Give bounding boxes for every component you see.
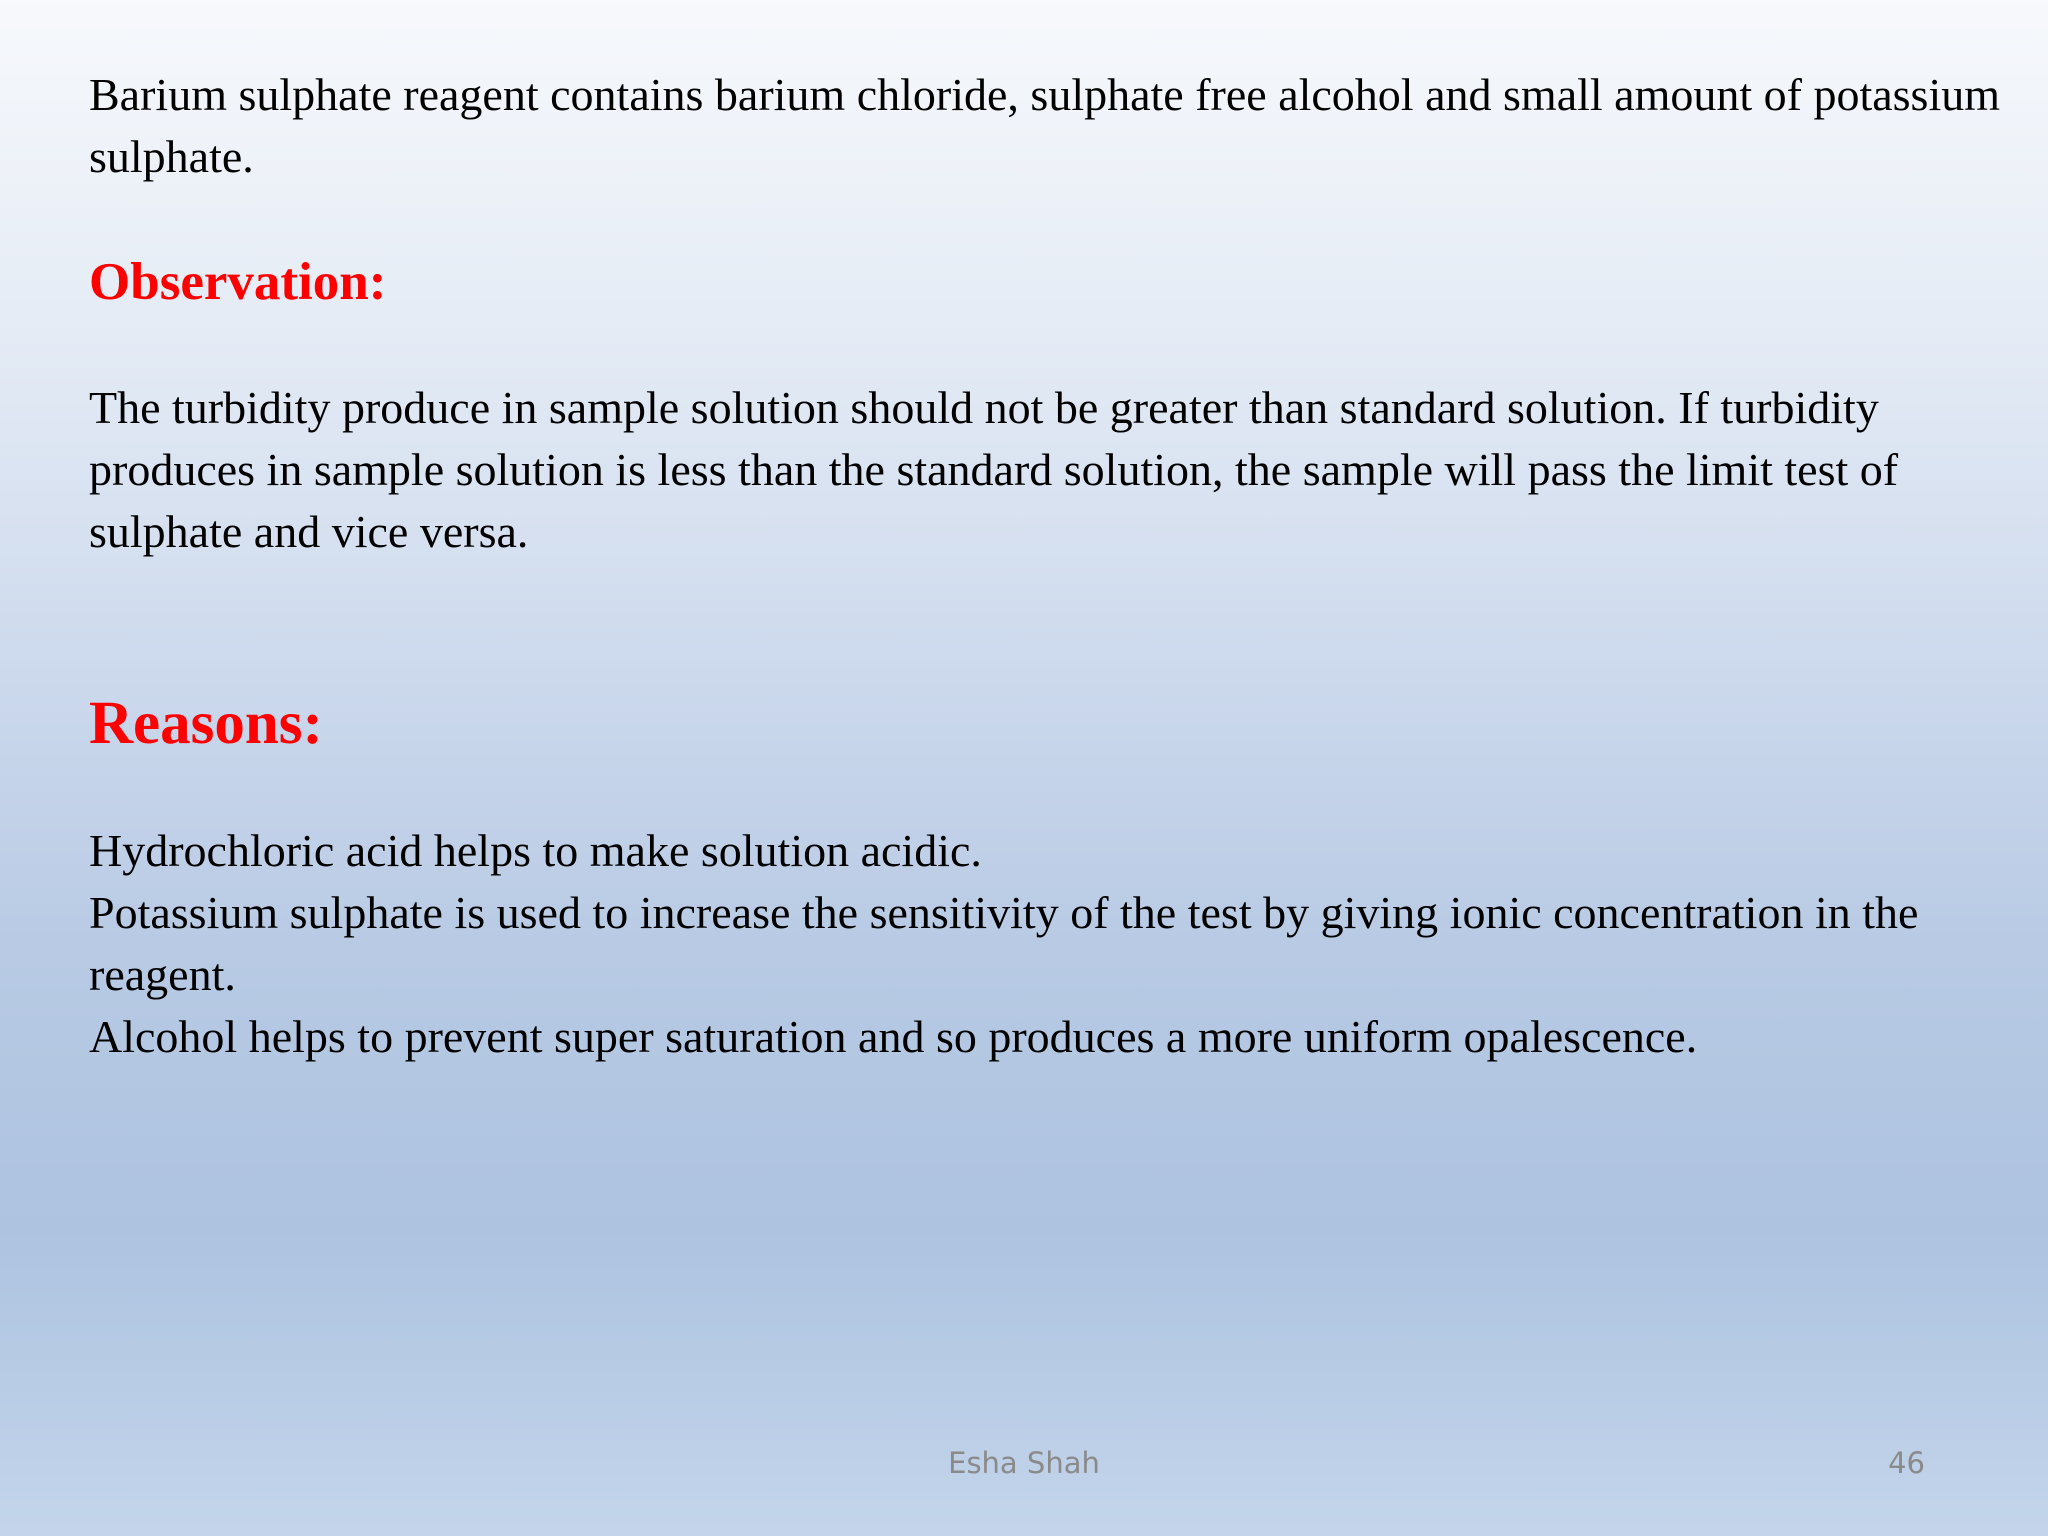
reason-item-potassium-sulphate: Potassium sulphate is used to increase the sensitivity of the test by giving ionic concentration in the reagent. — [89, 887, 1919, 1000]
intro-text: Barium sulphate reagent contains barium chloride, sulphate free alcohol and small amount of potassium sulphate. — [89, 69, 2001, 182]
reason-item-alcohol: Alcohol helps to prevent super saturation and so produces a more uniform opalescence. — [89, 1011, 1698, 1062]
reasons-list — [89, 820, 2009, 1068]
reasons-heading: Reasons: — [89, 690, 323, 757]
observation-paragraph — [89, 377, 2009, 563]
observation-heading: Observation: — [89, 253, 387, 311]
slide-page-number: 46 — [1888, 1446, 1925, 1480]
observation-text: The turbidity produce in sample solution should not be greater than standard solution. If turbidity produces in sample solution is less than the standard solution, the sample will pass the limit test of sulphate and vice versa. — [89, 382, 1899, 557]
intro-paragraph — [89, 64, 2009, 188]
footer-author: Esha Shah — [948, 1446, 1100, 1480]
reason-item-hcl: Hydrochloric acid helps to make solution acidic. — [89, 825, 982, 876]
